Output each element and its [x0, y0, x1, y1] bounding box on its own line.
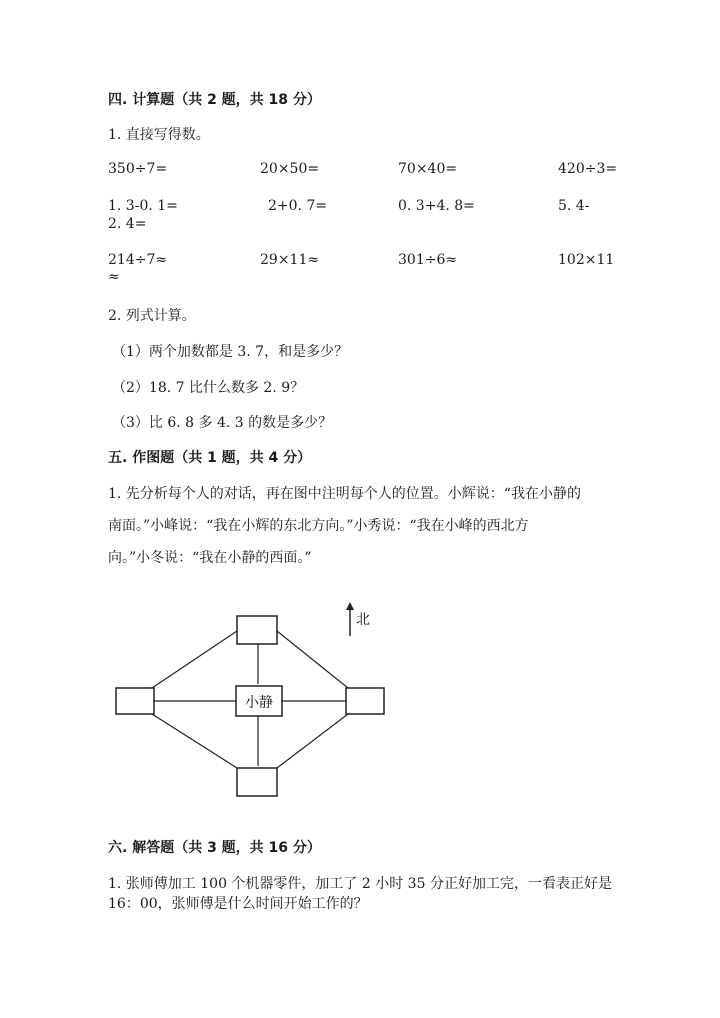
east-box	[346, 688, 384, 714]
calc-item: 1. 3-0. 1=	[108, 198, 178, 214]
line-south-east	[277, 714, 348, 768]
calc-item: 70×40=	[398, 161, 458, 177]
calc-item: 20×50=	[260, 161, 320, 177]
calc-item: 2+0. 7=	[268, 198, 328, 214]
calc-item: 29×11≈	[260, 252, 320, 268]
q2-item: （1）两个加数都是 3. 7，和是多少？	[112, 344, 349, 360]
section5-heading: 五. 作图题（共 1 题，共 4 分）	[108, 450, 312, 466]
calc-item: 301÷6≈	[398, 252, 458, 268]
q-text-line: 向。”小冬说：“我在小静的西面。”	[108, 550, 312, 566]
section4-heading: 四. 计算题（共 2 题，共 18 分）	[108, 92, 321, 108]
q-text-line: 1. 先分析每个人的对话，再在图中注明每个人的位置。小辉说：“我在小静的	[108, 486, 581, 502]
q1-title: 1. 直接写得数。	[108, 127, 210, 143]
north-box	[237, 616, 277, 644]
q-text-line: 1. 张师傅加工 100 个机器零件，加工了 2 小时 35 分正好加工完，一看表正好是	[108, 876, 612, 892]
calc-item: 214÷7≈	[108, 252, 168, 268]
north-arrow-icon	[346, 602, 354, 610]
center-label: 小静	[245, 695, 273, 711]
south-box	[237, 768, 277, 796]
q2-title: 2. 列式计算。	[108, 308, 196, 324]
q2-item: （2）18. 7 比什么数多 2. 9？	[112, 380, 305, 396]
line-north-east	[277, 631, 348, 688]
calc-item: 0. 3+4. 8=	[398, 198, 475, 214]
calc-item: 5. 4-	[558, 198, 590, 214]
position-diagram	[100, 598, 400, 812]
calc-item-wrap: ≈	[108, 269, 120, 285]
west-box	[116, 688, 154, 714]
calc-item: 102×11	[558, 252, 615, 268]
line-north-west	[152, 631, 237, 688]
q2-item: （3）比 6. 8 多 4. 3 的数是多少？	[112, 415, 333, 431]
calc-item-wrap: 2. 4=	[108, 216, 147, 232]
q-text-line: 南面。”小峰说：“我在小辉的东北方向。”小秀说：“我在小峰的西北方	[108, 518, 529, 534]
line-south-west	[152, 714, 237, 768]
q-text-line: 16：00，张师傅是什么时间开始工作的？	[108, 896, 368, 912]
north-label: 北	[356, 612, 370, 628]
section6-heading: 六. 解答题（共 3 题，共 16 分）	[108, 840, 321, 856]
calc-item: 420÷3=	[558, 161, 618, 177]
calc-item: 350÷7=	[108, 161, 168, 177]
